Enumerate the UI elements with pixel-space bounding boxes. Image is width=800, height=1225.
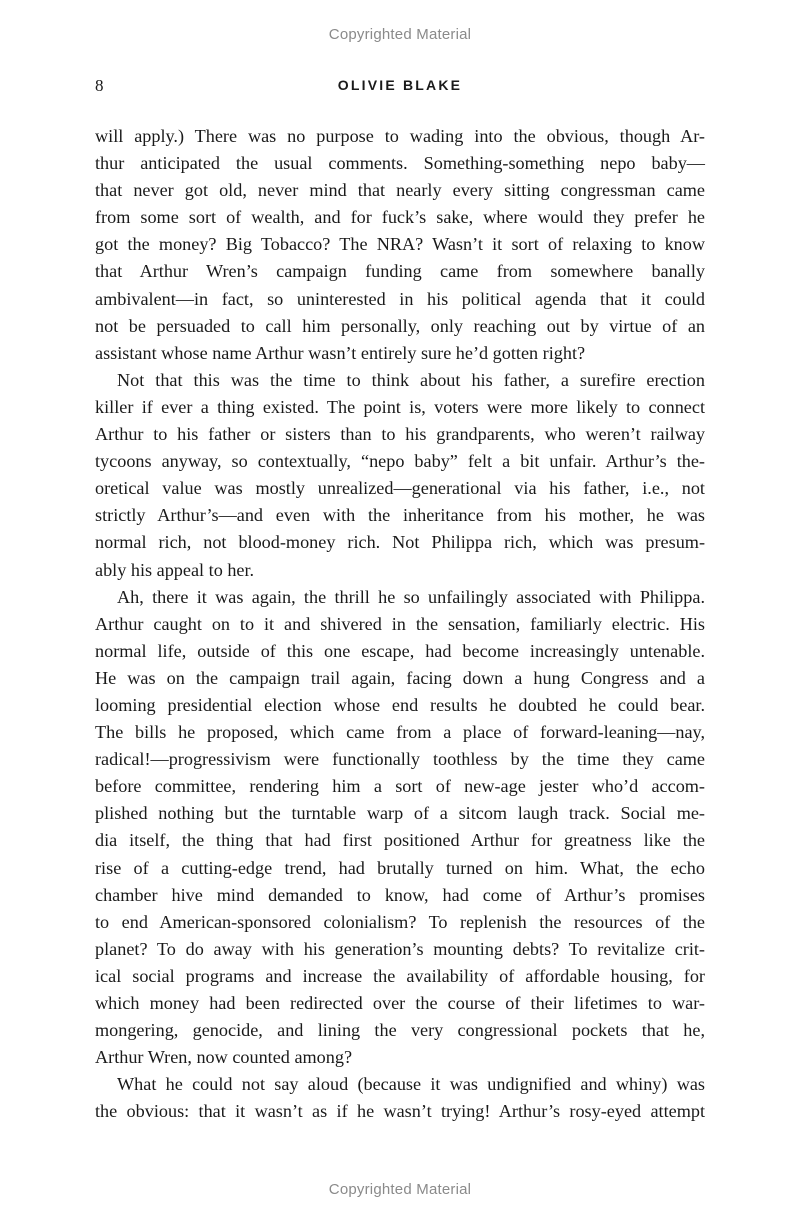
text-line: that Arthur Wren’s campaign funding came from somewhere banally [95,261,705,282]
paragraph [95,123,705,367]
copyright-watermark-bottom: Copyrighted Material [328,1181,472,1198]
text-line: plished nothing but the turntable warp of a sitcom laugh track. Social me- [95,803,705,824]
page-number: 8 [95,76,104,95]
text-line: ical social programs and increase the availability of affordable housing, for [95,965,705,986]
text-line: dia itself, the thing that had first positioned Arthur for greatness like the [95,830,705,851]
body-text [95,123,705,1125]
text-line: from some sort of wealth, and for fuck’s sake, where would they prefer he [95,207,705,228]
text-line: planet? To do away with his generation’s mounting debts? To revitalize crit- [95,938,705,959]
paragraph [95,1071,705,1125]
text-line: which money had been redirected over the course of their lifetimes to war- [95,993,705,1013]
author-name: OLIVIE BLAKE [337,77,463,93]
text-line: Not that this was the time to think about his father, a surefire erection [117,369,705,390]
text-line: What he could not say aloud (because it was undignified and whiny) was [117,1074,705,1095]
running-head [95,76,705,98]
text-line: radical!—progressivism were functionally toothless by the time they came [95,749,705,770]
text-line: tycoons anyway, so contextually, “nepo baby” felt a bit unfair. Arthur’s the- [95,451,705,472]
text-line: normal life, outside of this one escape, had become increasingly untenable. [95,640,705,661]
text-line: oretical value was mostly unrealized—generational via his father, i.e., not [95,478,705,499]
text-line: that never got old, never mind that nearly every sitting congressman came [95,180,705,201]
text-line: mongering, genocide, and lining the very congressional pockets that he, [95,1020,705,1041]
text-line: before committee, rendering him a sort of new-age jester who’d accom- [95,776,705,797]
text-line: Arthur Wren, now counted among? [95,1047,353,1068]
text-line: Arthur to his father or sisters than to his grandparents, who weren’t railway [95,424,705,445]
text-line: The bills he proposed, which came from a place of forward-leaning—nay, [95,722,705,743]
text-line: killer if ever a thing existed. The point is, voters were more likely to connect [95,396,705,417]
text-line: Ah, there it was again, the thrill he so unfailingly associated with Philippa. [117,586,705,607]
text-line: will apply.) There was no purpose to wading into the obvious, though Ar- [95,126,705,146]
paragraph [95,367,705,584]
text-line: strictly Arthur’s—and even with the inheritance from his mother, he was [95,505,705,526]
text-line: normal rich, not blood-money rich. Not Philippa rich, which was presum- [95,532,705,553]
text-line: the obvious: that it wasn’t as if he wasn’t trying! Arthur’s rosy-eyed attempt [95,1101,705,1122]
text-line: chamber hive mind demanded to know, had come of Arthur’s promises [95,884,705,905]
text-line: to end American-sponsored colonialism? To replenish the resources of the [95,911,705,932]
text-line: assistant whose name Arthur wasn’t entirely sure he’d gotten right? [95,342,586,363]
text-line: He was on the campaign trail again, facing down a hung Congress and a [95,667,705,688]
copyright-watermark-top: Copyrighted Material [328,26,472,43]
text-line: rise of a cutting-edge trend, had brutally turned on him. What, the echo [95,857,705,878]
text-line: ably his appeal to her. [95,559,255,580]
paragraph [95,584,705,1072]
text-line: looming presidential election whose end results he doubted he could bear. [95,694,705,715]
text-line: thur anticipated the usual comments. Something-something nepo baby— [95,153,705,174]
text-line: Arthur caught on to it and shivered in the sensation, familiarly electric. His [95,613,705,634]
text-line: not be persuaded to call him personally, only reaching out by virtue of an [95,315,705,336]
text-line: ambivalent—in fact, so uninterested in his political agenda that it could [95,288,705,309]
text-line: got the money? Big Tobacco? The NRA? Wasn’t it sort of relaxing to know [95,234,705,255]
